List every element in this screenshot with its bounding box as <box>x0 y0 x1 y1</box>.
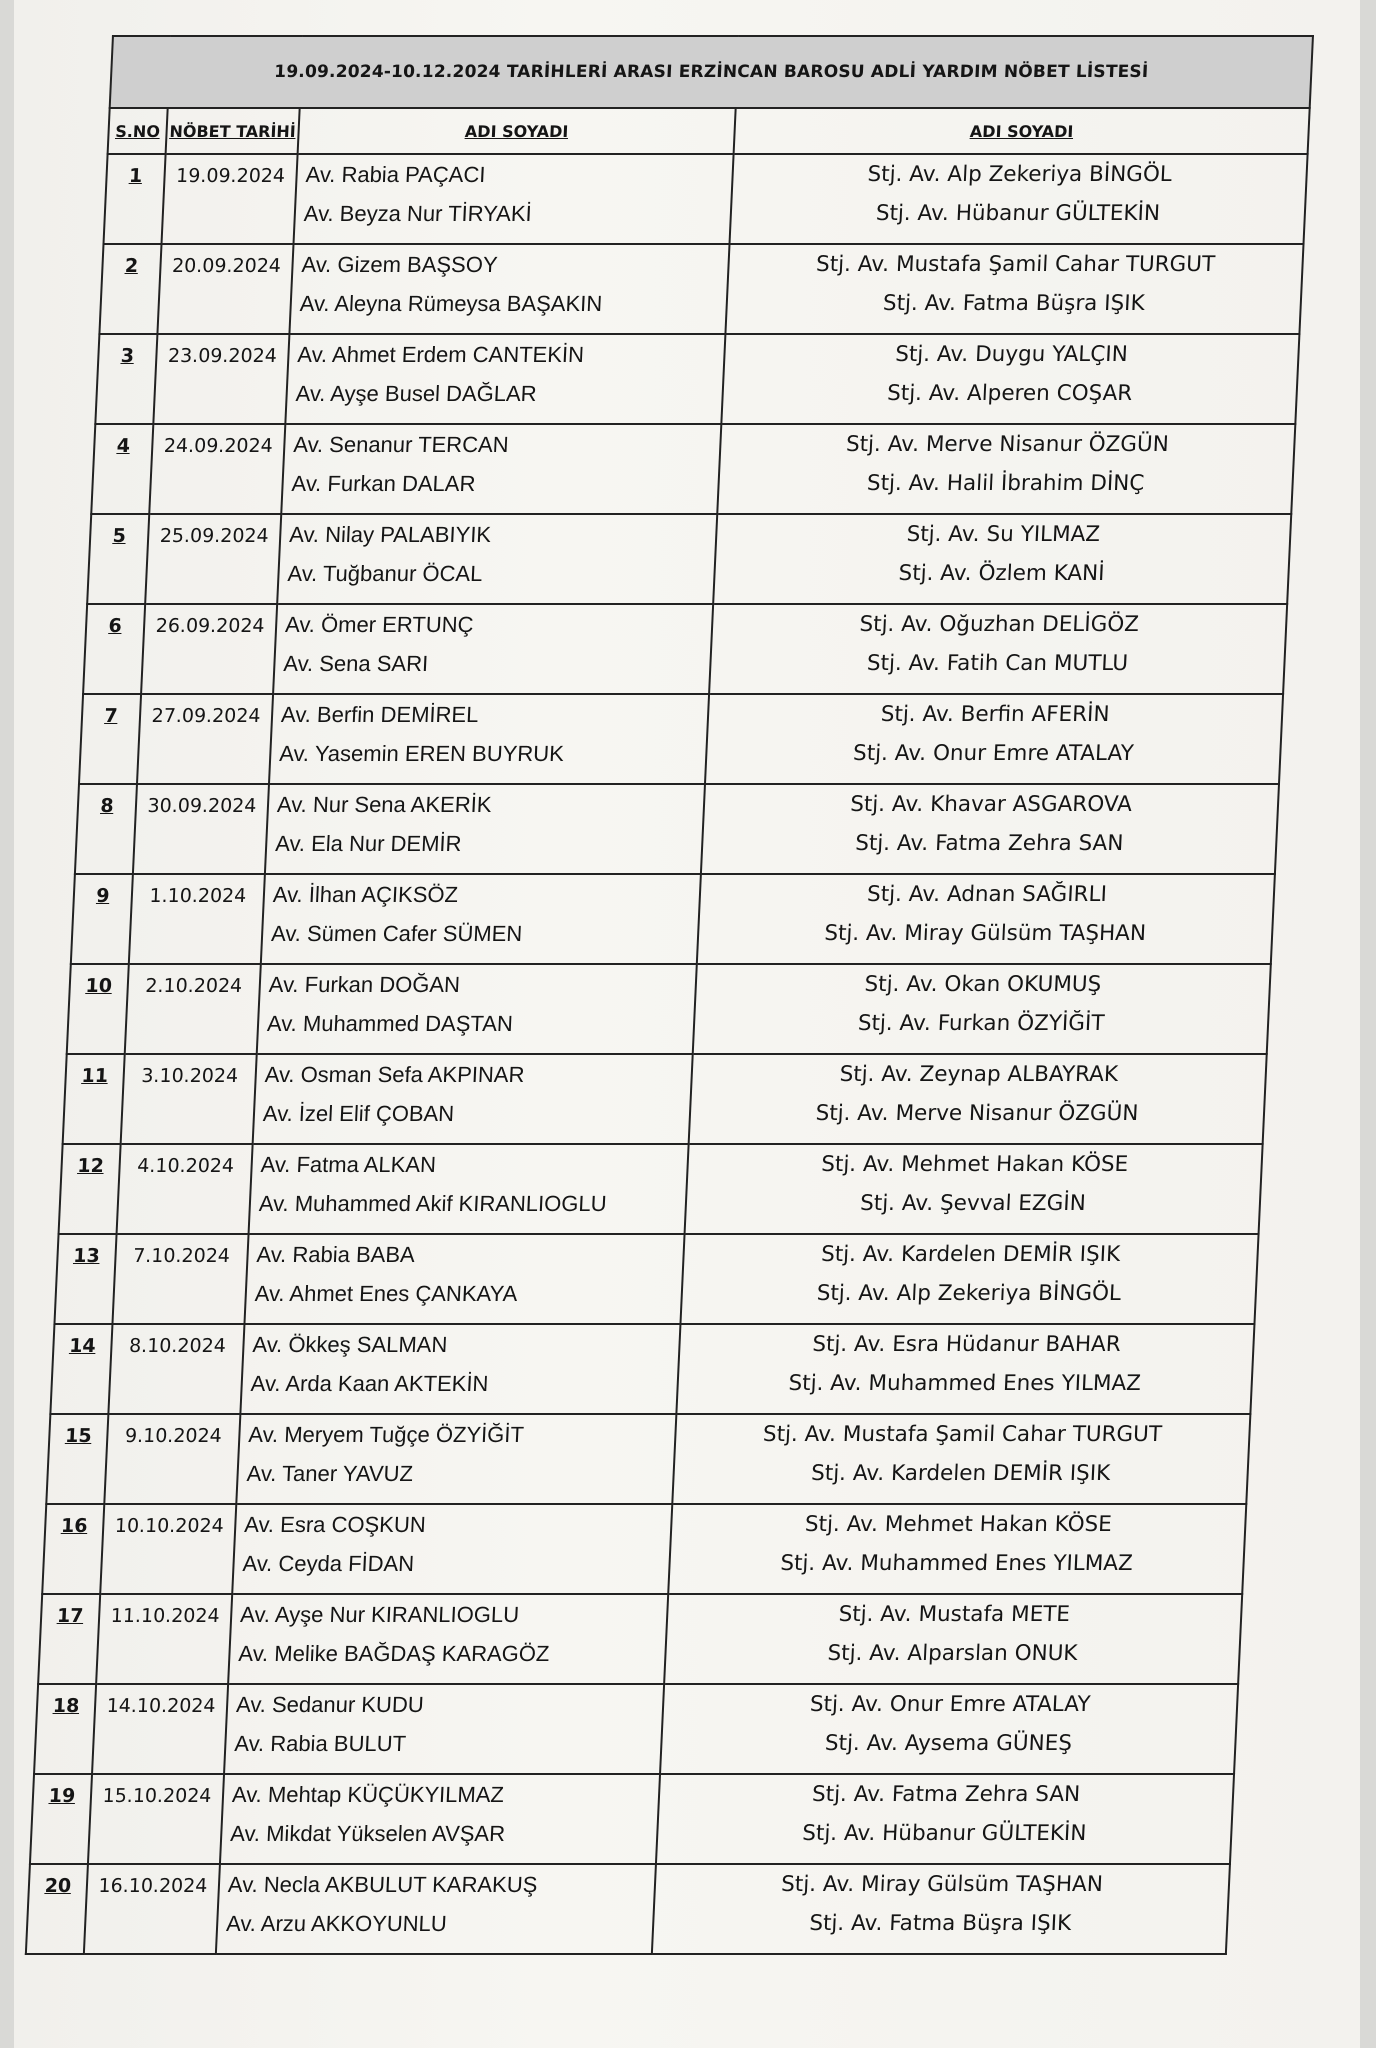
lawyer-name: Av. Rabia BULUT <box>233 1731 407 1756</box>
lawyer-name: Av. Rabia BABA <box>256 1242 416 1267</box>
lawyer-name: Av. Taner YAVUZ <box>246 1461 414 1486</box>
lawyer-name: Av. Sena SARI <box>282 651 429 676</box>
intern-cell <box>656 1774 1234 1864</box>
table-row <box>38 1594 1242 1684</box>
lawyer-name: Av. Arda Kaan AKTEKİN <box>250 1371 489 1396</box>
lawyer-name: Av. Rabia PAÇACI <box>305 162 486 187</box>
intern-cell <box>713 514 1291 604</box>
intern-cell <box>725 244 1303 334</box>
document-title: 19.09.2024-10.12.2024 TARİHLERİ ARASI ERZİNCAN BAROSU ADLİ YARDIM NÖBET LİSTESİ <box>110 36 1313 108</box>
row-number: 1 <box>104 154 166 244</box>
intern-cell <box>652 1864 1230 1954</box>
lawyer-name: Av. Osman Sefa AKPINAR <box>264 1062 526 1087</box>
intern-name: Stj. Av. Alperen COŞAR <box>886 381 1133 406</box>
intern-name: Stj. Av. Mustafa METE <box>838 1602 1071 1627</box>
lawyer-cell <box>294 154 734 244</box>
row-number: 10 <box>67 964 129 1054</box>
lawyer-name: Av. Tuğbanur ÖCAL <box>286 561 483 586</box>
row-number: 18 <box>34 1684 96 1774</box>
table-row <box>95 334 1299 424</box>
intern-name: Stj. Av. Fatma Zehra SAN <box>811 1782 1081 1807</box>
lawyer-name: Av. Ceyda FİDAN <box>242 1551 415 1576</box>
intern-name: Stj. Av. Berfin AFERİN <box>880 702 1111 727</box>
duty-date: 4.10.2024 <box>117 1144 253 1234</box>
duty-date: 26.09.2024 <box>141 604 277 694</box>
intern-cell <box>680 1234 1258 1324</box>
lawyer-cell <box>244 1234 684 1324</box>
row-number: 8 <box>75 784 137 874</box>
table-row <box>104 154 1308 244</box>
lawyer-name: Av. Yasemin EREN BUYRUK <box>278 741 565 766</box>
row-number: 5 <box>87 514 149 604</box>
paper-sheet <box>14 0 1360 2048</box>
intern-name: Stj. Av. Esra Hüdanur BAHAR <box>811 1332 1122 1357</box>
table-row <box>34 1684 1238 1774</box>
header-intern-name: ADI SOYADI <box>734 108 1310 154</box>
table-row <box>46 1414 1250 1504</box>
header-row <box>108 108 1310 154</box>
duty-date: 20.09.2024 <box>157 244 293 334</box>
intern-name: Stj. Av. Adnan SAĞIRLI <box>866 882 1108 907</box>
intern-name: Stj. Av. Kardelen DEMİR IŞIK <box>820 1242 1121 1267</box>
intern-name: Stj. Av. Okan OKUMUŞ <box>864 972 1102 997</box>
row-number: 3 <box>95 334 157 424</box>
table-row <box>71 874 1275 964</box>
row-number: 16 <box>42 1504 104 1594</box>
lawyer-name: Av. Ayşe Busel DAĞLAR <box>295 381 538 406</box>
table-row <box>63 1054 1267 1144</box>
intern-name: Stj. Av. Hübanur GÜLTEKİN <box>801 1821 1087 1846</box>
table-row <box>42 1504 1246 1594</box>
intern-cell <box>660 1684 1238 1774</box>
lawyer-name: Av. Ela Nur DEMİR <box>274 831 463 856</box>
duty-date: 11.10.2024 <box>96 1594 232 1684</box>
lawyer-name: Av. Mikdat Yükselen AVŞAR <box>229 1821 506 1846</box>
lawyer-name: Av. Aleyna Rümeysa BAŞAKIN <box>299 291 603 316</box>
intern-cell <box>717 424 1295 514</box>
table-row <box>91 424 1295 514</box>
duty-date: 10.10.2024 <box>100 1504 236 1594</box>
intern-cell <box>721 334 1299 424</box>
lawyer-name: Av. Nur Sena AKERİK <box>276 792 493 817</box>
intern-name: Stj. Av. Özlem KANİ <box>898 561 1106 586</box>
intern-cell <box>676 1324 1254 1414</box>
intern-name: Stj. Av. Onur Emre ATALAY <box>852 741 1135 766</box>
duty-date: 8.10.2024 <box>108 1324 244 1414</box>
lawyer-name: Av. Muhammed Akif KIRANLIOGLU <box>258 1191 608 1216</box>
table-row <box>26 1864 1230 1954</box>
intern-cell <box>709 604 1287 694</box>
row-number: 14 <box>50 1324 112 1414</box>
lawyer-cell <box>224 1684 664 1774</box>
intern-name: Stj. Av. Halil İbrahim DİNÇ <box>866 471 1145 496</box>
intern-name: Stj. Av. Merve Nisanur ÖZGÜN <box>845 432 1170 457</box>
duty-date: 7.10.2024 <box>112 1234 248 1324</box>
intern-name: Stj. Av. Oğuzhan DELİGÖZ <box>858 612 1140 637</box>
lawyer-name: Av. Ahmet Erdem CANTEKİN <box>296 342 585 367</box>
lawyer-name: Av. Esra COŞKUN <box>243 1512 427 1537</box>
table-row <box>59 1144 1263 1234</box>
row-number: 13 <box>54 1234 116 1324</box>
lawyer-name: Av. Fatma ALKAN <box>260 1152 437 1177</box>
lawyer-cell <box>277 514 717 604</box>
intern-name: Stj. Av. Aysema GÜNEŞ <box>824 1731 1073 1756</box>
intern-name: Stj. Av. Fatih Can MUTLU <box>866 651 1129 676</box>
intern-name: Stj. Av. Mustafa Şamil Cahar TURGUT <box>815 252 1216 277</box>
lawyer-name: Av. Berfin DEMİREL <box>280 702 479 727</box>
intern-cell <box>697 874 1275 964</box>
header-lawyer-name: ADI SOYADI <box>298 108 736 154</box>
intern-name: Stj. Av. Su YILMAZ <box>906 522 1101 547</box>
lawyer-cell <box>285 334 725 424</box>
lawyer-name: Av. Nilay PALABIYIK <box>288 522 492 547</box>
duty-date: 25.09.2024 <box>145 514 281 604</box>
lawyer-cell <box>249 1144 689 1234</box>
lawyer-cell <box>220 1774 660 1864</box>
lawyer-name: Av. Furkan DALAR <box>291 471 477 496</box>
intern-name: Stj. Av. Şevval EZGİN <box>859 1191 1087 1216</box>
intern-name: Stj. Av. Merve Nisanur ÖZGÜN <box>815 1101 1139 1126</box>
intern-name: Stj. Av. Alp Zekeriya BİNGÖL <box>867 162 1173 187</box>
lawyer-name: Av. Senanur TERCAN <box>292 432 510 457</box>
lawyer-name: Av. Ayşe Nur KIRANLIOGLU <box>239 1602 520 1627</box>
duty-date: 16.10.2024 <box>84 1864 220 1954</box>
intern-name: Stj. Av. Zeynap ALBAYRAK <box>839 1062 1119 1087</box>
duty-date: 9.10.2024 <box>104 1414 240 1504</box>
intern-cell <box>693 964 1271 1054</box>
table-row <box>87 514 1291 604</box>
lawyer-cell <box>269 694 709 784</box>
row-number: 6 <box>83 604 145 694</box>
intern-cell <box>689 1054 1267 1144</box>
intern-name: Stj. Av. Furkan ÖZYİĞİT <box>857 1011 1105 1036</box>
duty-date: 1.10.2024 <box>129 874 265 964</box>
duty-date: 15.10.2024 <box>88 1774 224 1864</box>
intern-name: Stj. Av. Mehmet Hakan KÖSE <box>820 1152 1129 1177</box>
lawyer-name: Av. Beyza Nur TİRYAKİ <box>303 201 533 226</box>
intern-name: Stj. Av. Khavar ASGAROVA <box>849 792 1133 817</box>
intern-cell <box>730 154 1308 244</box>
header-date: NÖBET TARİHİ <box>166 108 300 154</box>
lawyer-cell <box>261 874 701 964</box>
table-row <box>30 1774 1234 1864</box>
title-row <box>110 36 1313 108</box>
lawyer-name: Av. Ömer ERTUNÇ <box>284 612 475 637</box>
row-number: 9 <box>71 874 133 964</box>
row-number: 2 <box>99 244 161 334</box>
duty-rows <box>26 154 1308 1954</box>
row-number: 19 <box>30 1774 92 1864</box>
duty-date: 14.10.2024 <box>92 1684 228 1774</box>
intern-name: Stj. Av. Muhammed Enes YILMAZ <box>788 1371 1142 1396</box>
intern-name: Stj. Av. Alparslan ONUK <box>826 1641 1079 1666</box>
table-row <box>54 1234 1258 1324</box>
lawyer-cell <box>265 784 705 874</box>
table-row <box>99 244 1303 334</box>
intern-name: Stj. Av. Fatma Büşra IŞIK <box>808 1911 1072 1936</box>
duty-date: 27.09.2024 <box>137 694 273 784</box>
intern-name: Stj. Av. Kardelen DEMİR IŞIK <box>810 1461 1111 1486</box>
lawyer-cell <box>289 244 729 334</box>
lawyer-name: Av. Sedanur KUDU <box>235 1692 425 1717</box>
intern-cell <box>672 1414 1250 1504</box>
row-number: 20 <box>26 1864 88 1954</box>
lawyer-cell <box>253 1054 693 1144</box>
duty-date: 2.10.2024 <box>125 964 261 1054</box>
lawyer-name: Av. Arzu AKKOYUNLU <box>225 1911 448 1936</box>
lawyer-cell <box>232 1504 672 1594</box>
lawyer-cell <box>216 1864 656 1954</box>
duty-date: 23.09.2024 <box>153 334 289 424</box>
lawyer-cell <box>228 1594 668 1684</box>
intern-name: Stj. Av. Fatma Büşra IŞIK <box>882 291 1146 316</box>
intern-name: Stj. Av. Miray Gülsüm TAŞHAN <box>823 921 1147 946</box>
intern-cell <box>701 784 1279 874</box>
duty-list-document <box>25 35 1312 1955</box>
row-number: 7 <box>79 694 141 784</box>
lawyer-cell <box>236 1414 676 1504</box>
row-number: 12 <box>59 1144 121 1234</box>
intern-cell <box>664 1594 1242 1684</box>
row-number: 11 <box>63 1054 125 1144</box>
lawyer-name: Av. Mehtap KÜÇÜKYILMAZ <box>231 1782 505 1807</box>
intern-name: Stj. Av. Mehmet Hakan KÖSE <box>804 1512 1113 1537</box>
lawyer-cell <box>281 424 721 514</box>
lawyer-cell <box>273 604 713 694</box>
row-number: 15 <box>46 1414 108 1504</box>
intern-name: Stj. Av. Muhammed Enes YILMAZ <box>779 1551 1134 1576</box>
intern-cell <box>685 1144 1263 1234</box>
lawyer-name: Av. Ökkeş SALMAN <box>251 1332 448 1357</box>
duty-date: 19.09.2024 <box>162 154 298 244</box>
intern-name: Stj. Av. Hübanur GÜLTEKİN <box>875 201 1161 226</box>
intern-name: Stj. Av. Mustafa Şamil Cahar TURGUT <box>762 1422 1163 1447</box>
intern-name: Stj. Av. Miray Gülsüm TAŞHAN <box>780 1872 1104 1897</box>
header-sno: S.NO <box>108 108 168 154</box>
lawyer-name: Av. Gizem BAŞSOY <box>301 252 499 277</box>
lawyer-name: Av. Sümen Cafer SÜMEN <box>270 921 523 946</box>
table-row <box>67 964 1271 1054</box>
lawyer-name: Av. Melike BAĞDAŞ KARAGÖZ <box>237 1641 551 1666</box>
lawyer-name: Av. İlhan AÇIKSÖZ <box>272 882 459 907</box>
lawyer-name: Av. Necla AKBULUT KARAKUŞ <box>227 1872 538 1897</box>
row-number: 4 <box>91 424 153 514</box>
lawyer-name: Av. Furkan DOĞAN <box>268 972 461 997</box>
duty-date: 24.09.2024 <box>149 424 285 514</box>
intern-name: Stj. Av. Duygu YALÇIN <box>894 342 1129 367</box>
intern-cell <box>705 694 1283 784</box>
intern-cell <box>668 1504 1246 1594</box>
lawyer-name: Av. Muhammed DAŞTAN <box>266 1011 514 1036</box>
lawyer-cell <box>240 1324 680 1414</box>
intern-name: Stj. Av. Onur Emre ATALAY <box>809 1692 1092 1717</box>
duty-date: 30.09.2024 <box>133 784 269 874</box>
lawyer-name: Av. Meryem Tuğçe ÖZYİĞİT <box>247 1422 525 1447</box>
duty-date: 3.10.2024 <box>121 1054 257 1144</box>
intern-name: Stj. Av. Fatma Zehra SAN <box>854 831 1124 856</box>
row-number: 17 <box>38 1594 100 1684</box>
table-row <box>50 1324 1254 1414</box>
lawyer-name: Av. Ahmet Enes ÇANKAYA <box>254 1281 518 1306</box>
table-row <box>79 694 1283 784</box>
lawyer-name: Av. İzel Elif ÇOBAN <box>262 1101 455 1126</box>
table-row <box>75 784 1279 874</box>
lawyer-cell <box>257 964 697 1054</box>
intern-name: Stj. Av. Alp Zekeriya BİNGÖL <box>816 1281 1122 1306</box>
duty-table <box>25 35 1314 1955</box>
table-row <box>83 604 1287 694</box>
